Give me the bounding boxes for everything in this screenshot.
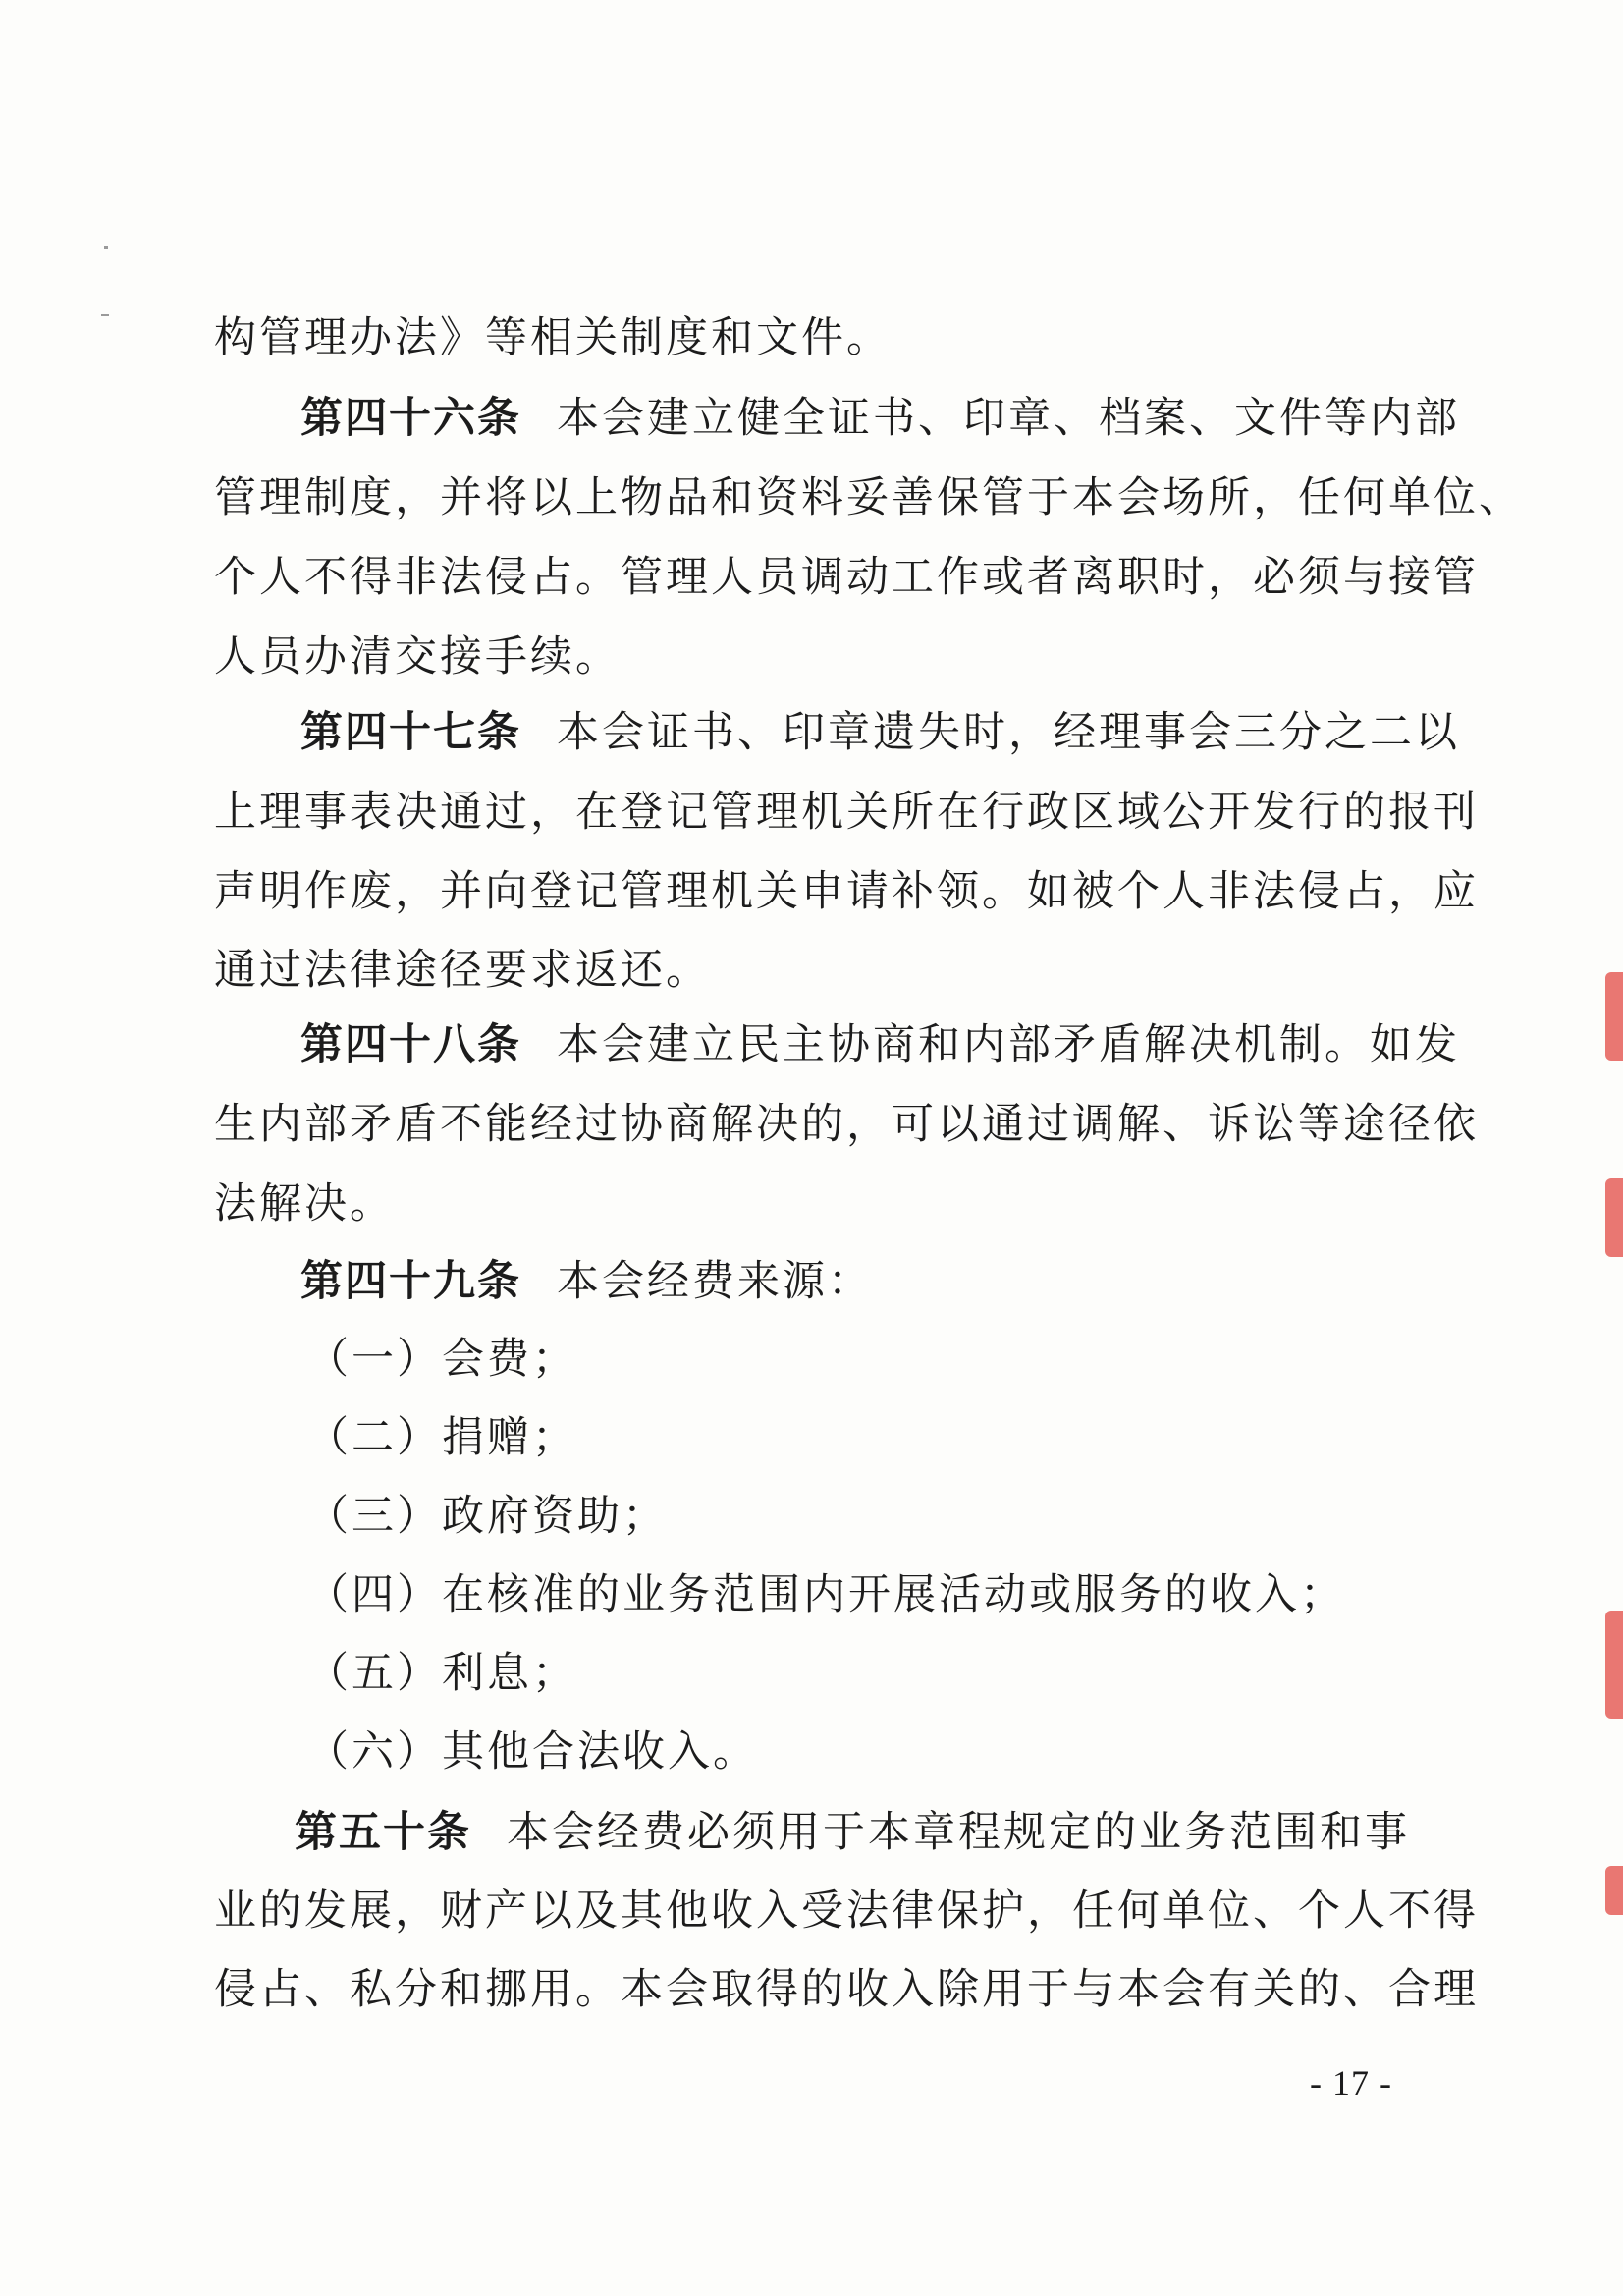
article-number: 第四十九条	[300, 1257, 521, 1306]
article-number: 第四十七条	[300, 708, 521, 757]
article-46-line	[300, 391, 1508, 446]
scan-speck	[104, 246, 108, 249]
list-item: （一）会费；	[306, 1335, 577, 1384]
text-line: 法解决。	[214, 1179, 395, 1229]
list-item: （五）利息；	[306, 1649, 577, 1698]
seal-fragment	[1605, 1178, 1623, 1257]
article-number: 第五十条	[295, 1808, 471, 1857]
article-text: 本会建立健全证书、印章、档案、文件等内部	[557, 394, 1460, 443]
list-item: （四）在核准的业务范围内开展活动或服务的收入；	[306, 1570, 1345, 1619]
article-text: 本会建立民主协商和内部矛盾解决机制。如发	[557, 1020, 1460, 1069]
article-number: 第四十八条	[300, 1020, 521, 1069]
page-number: - 17 -	[1310, 2063, 1392, 2103]
text-line: 生内部矛盾不能经过协商解决的，可以通过调解、诉讼等途径依	[214, 1100, 1479, 1149]
text-line: 侵占、私分和挪用。本会取得的收入除用于与本会有关的、合理	[214, 1965, 1479, 2014]
article-50-line	[295, 1805, 1502, 1860]
text-line: 构管理办法》等相关制度和文件。	[214, 313, 892, 362]
text-line: 业的发展，财产以及其他收入受法律保护，任何单位、个人不得	[214, 1886, 1479, 1936]
article-49-line	[300, 1254, 1508, 1309]
article-48-line	[300, 1017, 1508, 1072]
list-item: （六）其他合法收入。	[306, 1727, 758, 1777]
article-text: 本会经费来源：	[557, 1257, 873, 1306]
seal-fragment	[1605, 1866, 1623, 1915]
text-line: 人员办清交接手续。	[214, 632, 621, 682]
article-47-line	[300, 705, 1508, 760]
scan-speck	[101, 314, 109, 316]
text-line: 管理制度，并将以上物品和资料妥善保管于本会场所，任何单位、	[214, 473, 1524, 522]
article-number: 第四十六条	[300, 394, 521, 443]
article-text: 本会经费必须用于本章程规定的业务范围和事	[507, 1808, 1410, 1857]
article-text: 本会证书、印章遗失时，经理事会三分之二以	[557, 708, 1460, 757]
list-item: （三）政府资助；	[306, 1492, 668, 1541]
text-line: 声明作废，并向登记管理机关申请补领。如被个人非法侵占，应	[214, 867, 1479, 916]
text-line: 个人不得非法侵占。管理人员调动工作或者离职时，必须与接管	[214, 553, 1479, 602]
seal-fragment	[1605, 972, 1623, 1061]
seal-fragment	[1605, 1611, 1623, 1719]
text-line: 上理事表决通过，在登记管理机关所在行政区域公开发行的报刊	[214, 788, 1479, 837]
list-item: （二）捐赠；	[306, 1413, 577, 1462]
text-line: 通过法律途径要求返还。	[214, 946, 711, 995]
